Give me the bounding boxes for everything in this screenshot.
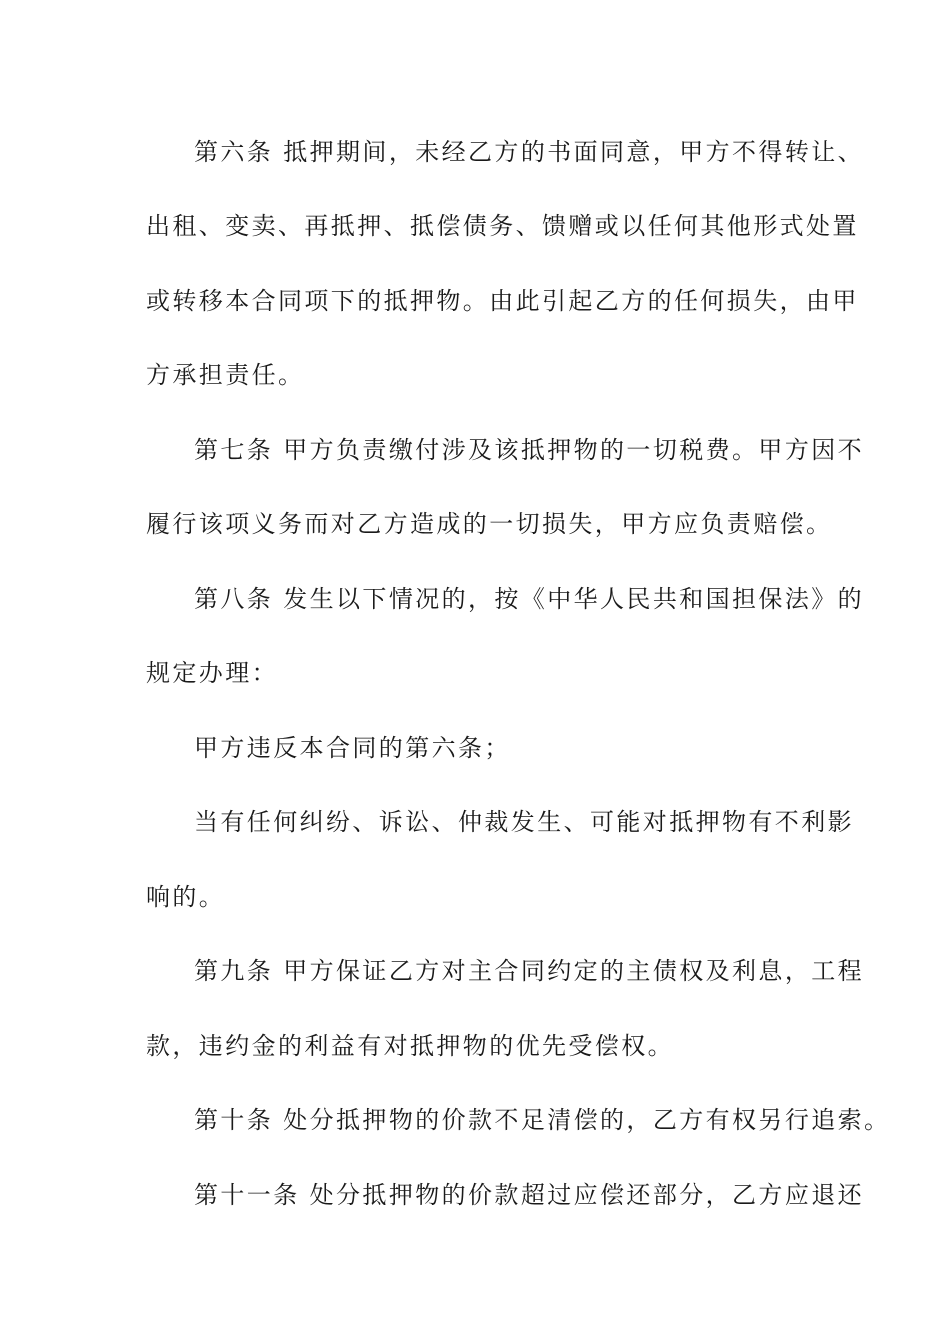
article-8-line-1: 第八条 发生以下情况的，按《中华人民共和国担保法》的 <box>194 585 865 613</box>
article-8-item-2-line-1: 当有任何纠纷、诉讼、仲裁发生、可能对抵押物有不利影 <box>194 808 854 836</box>
article-7-line-1: 第七条 甲方负责缴付涉及该抵押物的一切税费。甲方因不 <box>194 436 865 464</box>
article-9-line-2: 款，违约金的利益有对抵押物的优先受偿权。 <box>146 1032 674 1060</box>
article-6-line-4: 方承担责任。 <box>146 361 305 389</box>
article-11-line-1: 第十一条 处分抵押物的价款超过应偿还部分，乙方应退还 <box>194 1181 865 1209</box>
article-8-line-2: 规定办理： <box>146 659 278 687</box>
article-6-line-2: 出租、变卖、再抵押、抵偿债务、馈赠或以任何其他形式处置 <box>146 212 859 240</box>
article-6-line-1: 第六条 抵押期间，未经乙方的书面同意，甲方不得转让、 <box>194 138 865 166</box>
article-8-item-1: 甲方违反本合同的第六条； <box>194 734 511 762</box>
article-8-item-2-line-2: 响的。 <box>146 883 226 911</box>
article-6-line-3: 或转移本合同项下的抵押物。由此引起乙方的任何损失，由甲 <box>146 287 859 315</box>
article-7-line-2: 履行该项义务而对乙方造成的一切损失，甲方应负责赔偿。 <box>146 510 833 538</box>
article-9-line-1: 第九条 甲方保证乙方对主合同约定的主债权及利息，工程 <box>194 957 865 985</box>
article-10-line-1: 第十条 处分抵押物的价款不足清偿的，乙方有权另行追索。 <box>194 1106 891 1134</box>
